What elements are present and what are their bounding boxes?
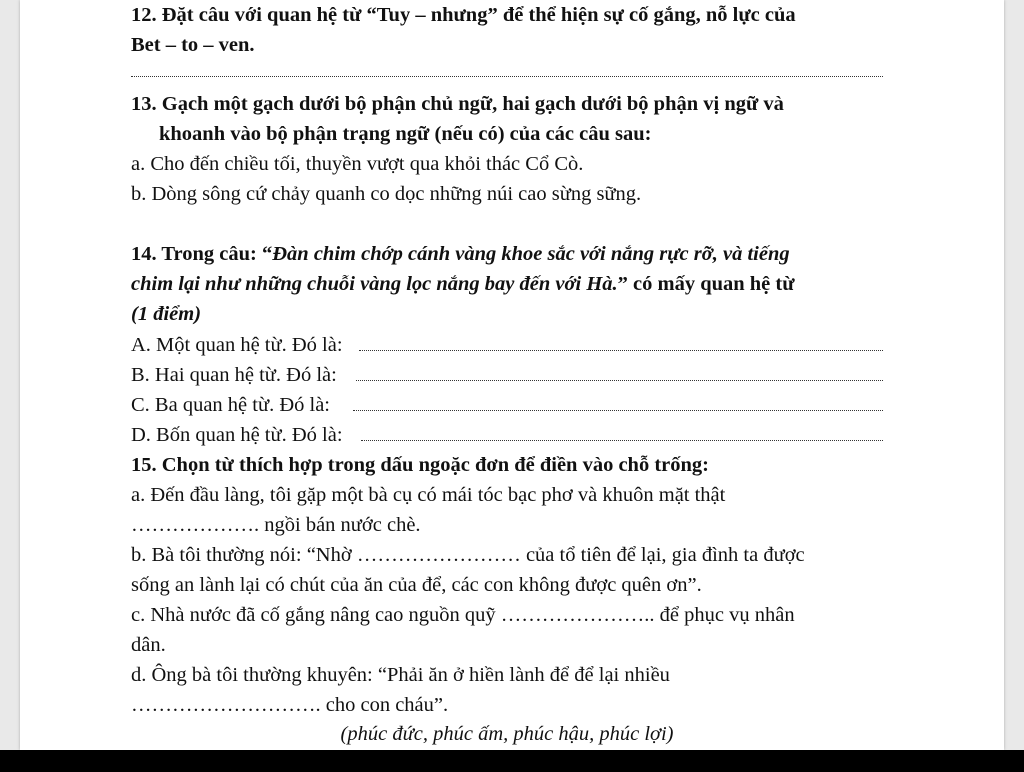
q15-c-line-2: dân.	[131, 634, 166, 656]
q12-answer-line	[131, 76, 883, 77]
q15-a-line-1: a. Đến đầu làng, tôi gặp một bà cụ có mái tóc bạc phơ và khuôn mặt thật	[131, 484, 726, 506]
q15-choices: (phúc đức, phúc ấm, phúc hậu, phúc lợi)	[340, 723, 674, 745]
q14-line-2	[131, 271, 795, 297]
q13-sentence-b: b. Dòng sông cứ chảy quanh co dọc những núi cao sừng sững.	[131, 183, 642, 205]
q14-suffix: ” có mấy quan hệ từ	[617, 273, 795, 295]
q14-option-d-blank	[361, 440, 883, 441]
q14-prefix: 14. Trong câu: “	[131, 243, 273, 265]
q12-line-1: 12. Đặt câu với quan hệ từ “Tuy – nhưng” để thể hiện sự cố gắng, nỗ lực của	[131, 4, 796, 26]
q14-option-b-blank	[356, 380, 883, 381]
q14-quote-1: Đàn chim chớp cánh vàng khoe sắc với nắng rực rỡ, và tiếng	[272, 243, 790, 265]
q15-d-line-1: d. Ông bà tôi thường khuyên: “Phải ăn ở hiền lành để để lại nhiều	[131, 664, 670, 686]
q13-sentence-a: a. Cho đến chiều tối, thuyền vượt qua khỏi thác Cổ Cò.	[131, 153, 584, 175]
q14-option-c-blank	[353, 410, 883, 411]
q14-option-a: A. Một quan hệ từ. Đó là:	[131, 334, 343, 356]
q14-quote-2: chim lại như những chuỗi vàng lọc nắng bay đến với Hà.	[131, 273, 618, 295]
q14-points: (1 điểm)	[131, 303, 202, 325]
q14-option-b: B. Hai quan hệ từ. Đó là:	[131, 364, 337, 386]
q14-option-c: C. Ba quan hệ từ. Đó là:	[131, 394, 330, 416]
q14-option-d: D. Bốn quan hệ từ. Đó là:	[131, 424, 343, 446]
q14-option-a-blank	[359, 350, 883, 351]
q15-c-line-1: c. Nhà nước đã cố gắng nâng cao nguồn quỹ ………………….. để phục vụ nhân	[131, 604, 795, 626]
q15-b-line-2: sống an lành lại có chút của ăn của để, các con không được quên ơn”.	[131, 574, 702, 596]
q13-line-2: khoanh vào bộ phận trạng ngữ (nếu có) của các câu sau:	[159, 123, 652, 145]
q15-title: 15. Chọn từ thích hợp trong dấu ngoặc đơn để điền vào chỗ trống:	[131, 454, 709, 476]
q13-line-1: 13. Gạch một gạch dưới bộ phận chủ ngữ, hai gạch dưới bộ phận vị ngữ và	[131, 93, 784, 115]
q14-line-1	[131, 241, 790, 267]
bottom-black-bar	[0, 750, 1024, 772]
q15-b-line-1: b. Bà tôi thường nói: “Nhờ …………………… của tổ tiên để lại, gia đình ta được	[131, 544, 805, 566]
q15-a-line-2: ………………. ngồi bán nước chè.	[131, 514, 421, 536]
q15-d-line-2: ………………………. cho con cháu”.	[131, 694, 449, 716]
q12-line-2: Bet – to – ven.	[131, 34, 255, 56]
